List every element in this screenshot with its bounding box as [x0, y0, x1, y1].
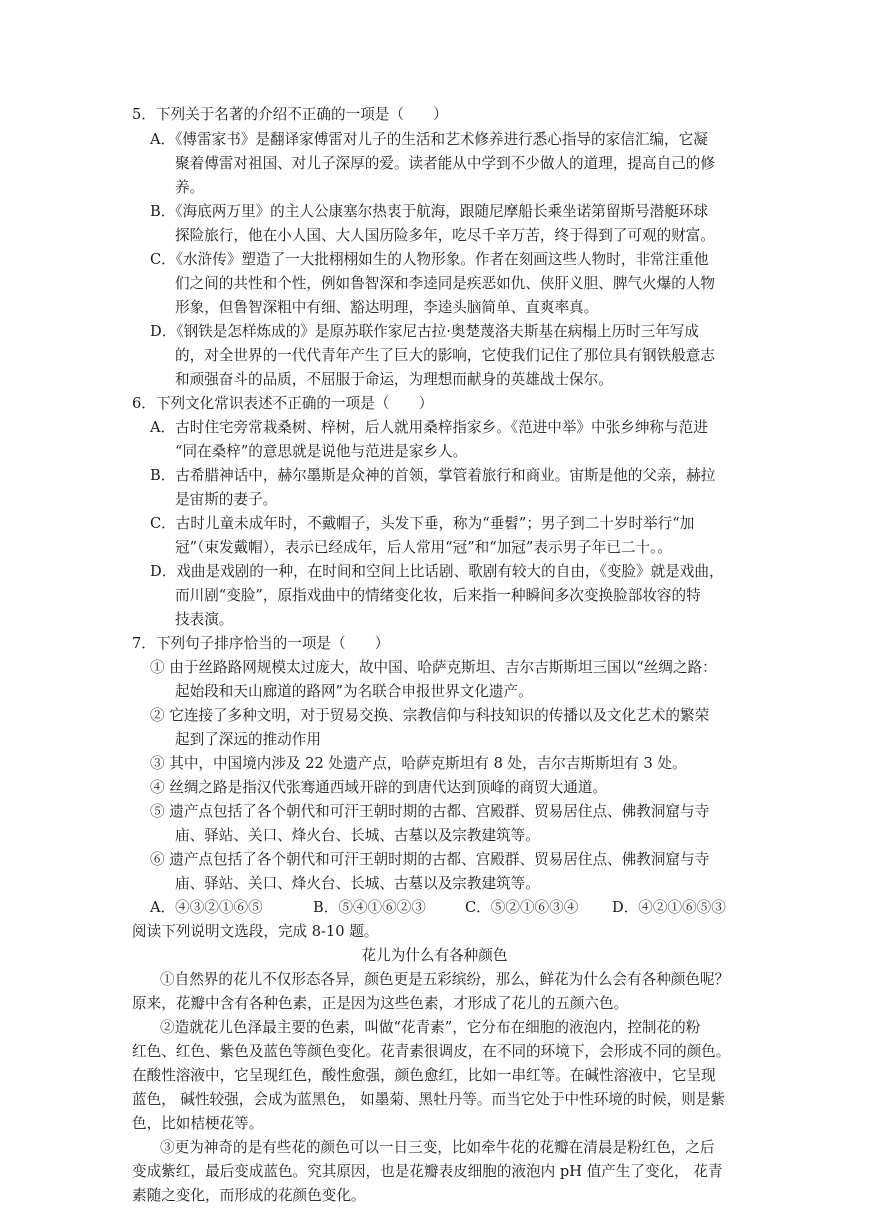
q7-sentence-2-line-2: 起到了深远的推动作用	[175, 731, 321, 748]
q7-sentence-3: ③ 其中，中国境内涉及 22 处遗产点，哈萨克斯坦有 8 处，吉尔吉斯斯坦有 3 处。	[150, 755, 687, 772]
q5-option-c-line-1: C．《水浒传》塑造了一大批栩栩如生的人物形象。作者在刻画这些人物时，非常注重他	[150, 251, 709, 268]
q7-sentence-6-line-2: 庙、驿站、关口、烽火台、长城、古墓以及宗教建筑等。	[175, 875, 540, 892]
q6-option-d-line-2: 而川剧“变脸”，原指戏曲中的情绪变化妆，后来指一种瞬间多次变换脸部妆容的特	[175, 587, 701, 604]
paragraph-2-line-2: 红色、红色、紫色及蓝色等颜色变化。花青素很调皮，在不同的环境下，会形成不同的颜色。	[132, 1043, 731, 1060]
reading-intro: 阅读下列说明文选段，完成 8-10 题。	[132, 923, 379, 940]
q6-option-d-line-3: 技表演。	[175, 611, 234, 628]
q6-option-a-line-1: A．古时住宅旁常栽桑树、梓树，后人就用桑梓指家乡。《范进中举》中张乡绅称与范进	[150, 419, 708, 436]
q7-sentence-4: ④ 丝绸之路是指汉代张骞通西域开辟的到唐代达到顶峰的商贸大通道。	[150, 779, 608, 796]
q5-option-b-line-1: B．《海底两万里》的主人公康塞尔热衷于航海，跟随尼摩船长乘坐诺第留斯号潜艇环球	[150, 203, 708, 220]
paragraph-3-line-3: 素随之变化，而形成的花颜色变化。	[132, 1187, 366, 1204]
paragraph-2-line-1: ②造就花儿色泽最主要的色素，叫做“花青素”，它分布在细胞的液泡内，控制花的粉	[160, 1019, 701, 1036]
q6-option-b-line-1: B．古希腊神话中，赫尔墨斯是众神的首领，掌管着旅行和商业。宙斯是他的父亲，赫拉	[150, 467, 716, 484]
q7-option-d: D．④②①⑥⑤③	[612, 899, 726, 916]
q5-option-d-line-2: 的，对全世界的一代代青年产生了巨大的影响，它使我们记住了那位具有钢铁般意志	[175, 347, 715, 364]
q6-stem: 6．下列文化常识表述不正确的一项是（ ）	[132, 395, 434, 412]
q7-option-a: A．④③②①⑥⑤	[150, 899, 263, 916]
q6-option-c-line-2: 冠”（束发戴帽），表示已经成年，后人常用“冠”和“加冠”表示男子年已二十。。	[175, 539, 673, 556]
paragraph-3-line-1: ③更为神奇的是有些花的颜色可以一日三变，比如牵牛花的花瓣在清晨是粉红色，之后	[160, 1139, 715, 1156]
q5-option-c-line-2: 们之间的共性和个性，例如鲁智深和李逵同是疾恶如仇、侠肝义胆、脾气火爆的人物	[175, 275, 715, 292]
q5-option-b-line-2: 探险旅行，他在小人国、大人国历险多年，吃尽千辛万苦，终于得到了可观的财富。	[175, 227, 715, 244]
q5-stem: 5．下列关于名著的介绍不正确的一项是（ ）	[132, 106, 448, 123]
q7-option-c: C．⑤②①⑥③④	[465, 899, 579, 916]
q7-sentence-6-line-1: ⑥ 遗产点包括了各个朝代和可汗王朝时期的古都、宫殿群、贸易居住点、佛教洞窟与寺	[150, 851, 710, 868]
q5-option-a-line-3: 养。	[175, 179, 205, 196]
q5-option-a-line-1: A．《傅雷家书》是翻译家傅雷对儿子的生活和艺术修养进行悉心指导的家信汇编，它凝	[150, 131, 708, 148]
q7-sentence-5-line-2: 庙、驿站、关口、烽火台、长城、古墓以及宗教建筑等。	[175, 827, 540, 844]
q6-option-d-line-1: D．戏曲是戏剧的一种，在时间和空间上比话剧、歌剧有较大的自由，《变脸》就是戏曲，	[150, 563, 724, 580]
q5-option-a-line-2: 聚着傅雷对祖国、对儿子深厚的爱。读者能从中学到不少做人的道理，提高自己的修	[175, 155, 715, 172]
q6-option-a-line-2: “同在桑梓”的意思就是说他与范进是家乡人。	[175, 443, 468, 460]
paragraph-1-line-2: 原来，花瓣中含有各种色素，正是因为这些色素，才形成了花儿的五颜六色。	[132, 995, 629, 1012]
paragraph-2-line-5: 色，比如桔梗花等。	[132, 1115, 264, 1132]
paragraph-2-line-3: 在酸性溶液中，它呈现红色，酸性愈强，颜色愈红，比如一串红等。在碱性溶液中，它呈现	[132, 1067, 716, 1084]
q5-option-d-line-1: D．《钢铁是怎样炼成的》是原苏联作家尼古拉·奥楚蔑洛夫斯基在病榻上历时三年写成	[150, 323, 700, 340]
q6-option-b-line-2: 是宙斯的妻子。	[175, 491, 278, 508]
q7-sentence-1-line-2: 起始段和天山廊道的路网”为名联合申报世界文化遗产。	[175, 683, 533, 700]
q7-option-b: B．⑤④①⑥②③	[313, 899, 426, 916]
q5-option-c-line-3: 形象，但鲁智深粗中有细、豁达明理，李逵头脑简单、直爽率真。	[175, 299, 599, 316]
q6-option-c-line-1: C．古时儿童未成年时，不戴帽子，头发下垂，称为“垂髫”；男子到二十岁时举行“加	[150, 515, 695, 532]
paragraph-3-line-2: 变成紫红，最后变成蓝色。究其原因，也是花瓣表皮细胞的液泡内 pH 值产生了变化， 花青	[132, 1163, 723, 1180]
q7-stem: 7．下列句子排序恰当的一项是（ ）	[132, 635, 390, 652]
paragraph-1-line-1: ①自然界的花儿不仅形态各异，颜色更是五彩缤纷，那么，鲜花为什么会有各种颜色呢？	[160, 971, 730, 988]
paragraph-2-line-4: 蓝色， 碱性较强，会成为蓝黑色， 如墨菊、黑牡丹等。而当它处于中性环境的时候，则是紫	[132, 1091, 726, 1108]
passage-title: 花儿为什么有各种颜色	[361, 947, 508, 964]
q5-option-d-line-3: 和顽强奋斗的品质，不屈服于命运，为理想而献身的英雄战士保尔。	[175, 371, 613, 388]
q7-sentence-2-line-1: ② 它连接了多种文明，对于贸易交换、宗教信仰与科技知识的传播以及文化艺术的繁荣	[150, 707, 710, 724]
q7-sentence-1-line-1: ① 由于丝路路网规模太过庞大，故中国、哈萨克斯坦、吉尔吉斯斯坦三国以“丝绸之路：	[150, 659, 717, 676]
q7-sentence-5-line-1: ⑤ 遗产点包括了各个朝代和可汗王朝时期的古都、宫殿群、贸易居住点、佛教洞窟与寺	[150, 803, 710, 820]
